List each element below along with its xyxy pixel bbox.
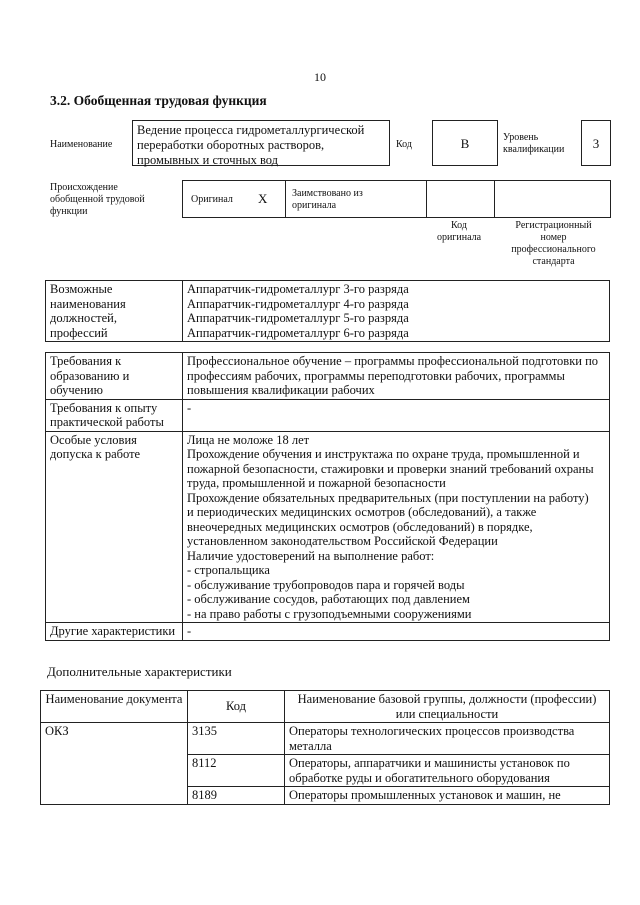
positions-table xyxy=(45,280,610,342)
code-label: Код xyxy=(396,139,412,150)
divider xyxy=(426,181,427,217)
origin-label: Происхождение обобщенной трудовой функции xyxy=(50,182,145,217)
req-label: Требования к опыту практической работы xyxy=(46,399,183,431)
list-item: Аппаратчик-гидрометаллург 6-го разряда xyxy=(187,325,409,340)
code-cell: 8189 xyxy=(188,787,285,805)
table-row xyxy=(41,723,610,755)
req-label: Требования к образованию и обучению xyxy=(46,353,183,400)
positions-label: Возможные наименования должностей, профессий xyxy=(46,281,183,342)
table-row xyxy=(46,623,610,641)
code-cell: 3135 xyxy=(188,723,285,755)
req-label: Особые условия допуска к работе xyxy=(46,431,183,623)
level-label: Уровень квалификации xyxy=(503,132,565,155)
name-cell: Операторы технологических процессов производства металла xyxy=(285,723,610,755)
code-cell: 8112 xyxy=(188,755,285,787)
col-header-doc: Наименование документа xyxy=(41,691,188,723)
table-row xyxy=(46,431,610,623)
list-item: Аппаратчик-гидрометаллург 3-го разряда xyxy=(187,282,409,296)
reg-number-caption: Регистрационный номер профессионального стандарта xyxy=(511,220,596,267)
table-row xyxy=(41,691,610,723)
table-row xyxy=(46,353,610,400)
page-number: 10 xyxy=(314,70,326,84)
req-value: Профессиональное обучение – программы профессиональной подготовки по профессиям рабочих, программы переподготовки рабочих, программы повышения квалификации рабочих xyxy=(183,353,610,400)
col-header-code: Код xyxy=(188,691,285,723)
origin-box xyxy=(182,180,611,218)
col-header-name: Наименование базовой группы, должности (профессии) или специальности xyxy=(285,691,610,723)
req-value: - xyxy=(183,623,610,641)
original-mark: X xyxy=(258,191,268,206)
req-value: - xyxy=(183,399,610,431)
code-original-caption: Код оригинала xyxy=(436,220,482,243)
name-value: Ведение процесса гидрометаллургической переработки оборотных растворов, промывных и сточных вод xyxy=(132,120,390,166)
list-item: Аппаратчик-гидрометаллург 5-го разряда xyxy=(187,311,409,325)
divider xyxy=(285,181,286,217)
positions-list xyxy=(183,281,610,342)
divider xyxy=(494,181,495,217)
original-label: Оригинал xyxy=(191,194,233,205)
list-item: Аппаратчик-гидрометаллург 4-го разряда xyxy=(187,296,409,311)
level-value: 3 xyxy=(581,120,611,166)
section-title: 3.2. Обобщенная трудовая функция xyxy=(50,93,267,108)
code-value: В xyxy=(432,120,498,166)
requirements-table xyxy=(45,352,610,641)
additional-table xyxy=(40,690,610,805)
additional-title: Дополнительные характеристики xyxy=(47,664,232,679)
table-row xyxy=(46,399,610,431)
name-cell: Операторы, аппаратчики и машинисты установок по обработке руды и обогатительного оборудования xyxy=(285,755,610,787)
name-label: Наименование xyxy=(50,139,113,150)
doc-cell: ОКЗ xyxy=(41,723,188,805)
name-cell: Операторы промышленных установок и машин, не xyxy=(285,787,610,805)
req-label: Другие характеристики xyxy=(46,623,183,641)
borrowed-label: Заимствовано из оригинала xyxy=(292,188,363,211)
req-value: Лица не моложе 18 лет Прохождение обучения и инструктажа по охране труда, промышленной и пожарной безопасности, стажировки и проверки знаний требований охраны труда, промышленной и пожарной безопасности Прохождение обязательных предварительных (при поступлении на работу) и периодических медицинских осмотров (обследований), а также внеочередных медицинских осмотров (обследований) в порядке, установленном законодательством Российской Федерации Наличие удостоверений на выполнение работ: - стропальщика - обслуживание трубопроводов пара и горячей воды - обслуживание сосудов, работающих под давлением - на право работы с грузоподъемными сооружениями xyxy=(183,431,610,623)
